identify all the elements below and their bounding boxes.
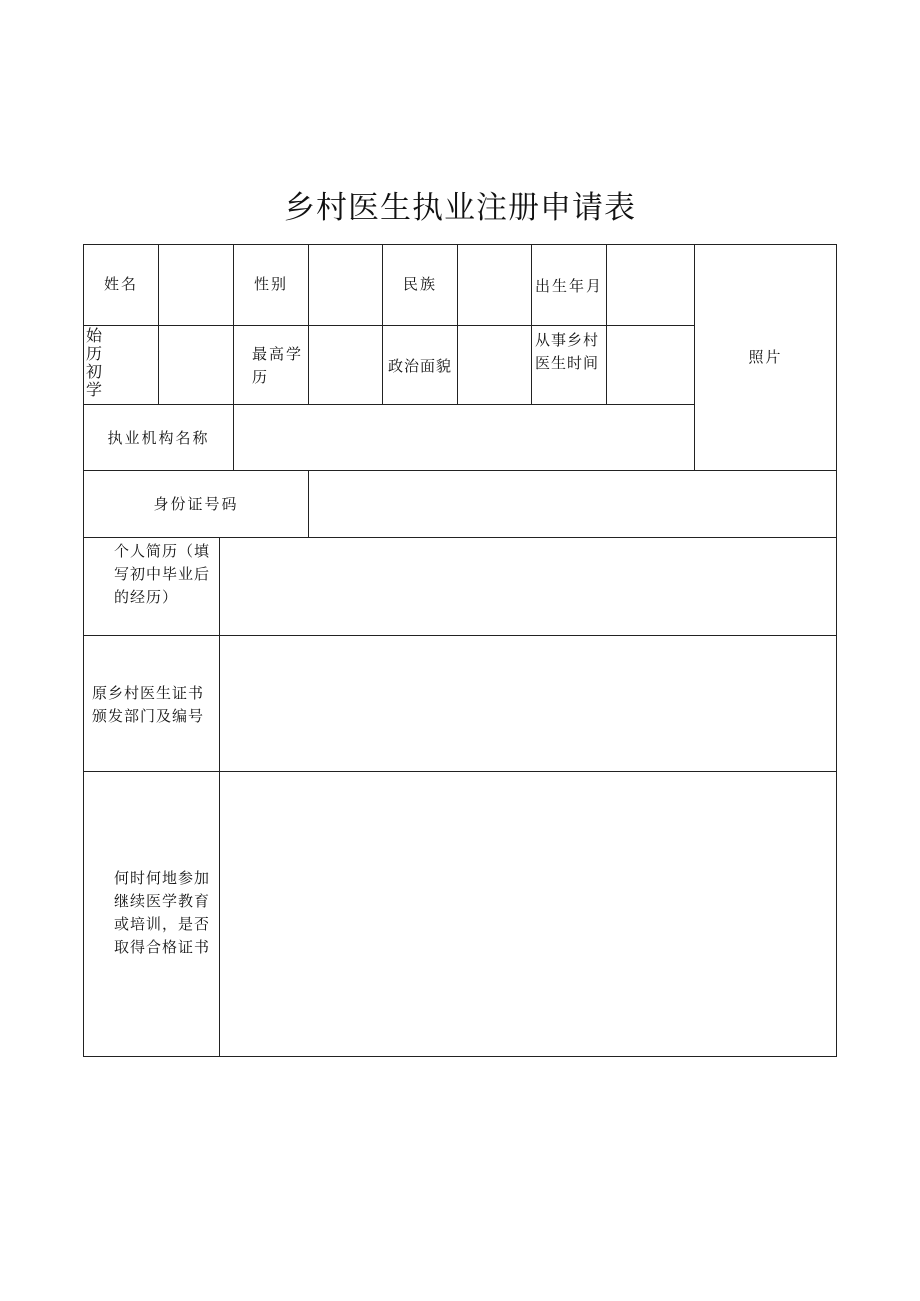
training-value-cell[interactable] [220, 772, 836, 1056]
certificate-label: 原乡村医生证书 颁发部门及编号 [92, 684, 205, 725]
resume-label: 个人简历（填 写初中毕业后 的经历） [114, 542, 211, 606]
birth-date-value-cell[interactable] [607, 245, 694, 325]
form-title: 乡村医生执业注册申请表 [284, 190, 636, 226]
gender-value-cell[interactable] [309, 245, 382, 325]
photo-cell[interactable] [695, 245, 836, 470]
institution-name-value-cell[interactable] [234, 405, 694, 470]
highest-education-label: 最高学 历 [252, 345, 304, 386]
practice-years-value-cell[interactable] [607, 326, 694, 404]
political-status-label: 政治面貌 [387, 357, 452, 375]
certificate-value-cell[interactable] [220, 636, 836, 771]
initial-education-label: 始 历 初 学 [86, 326, 103, 399]
photo-label: 照片 [748, 348, 783, 366]
initial-education-value-cell[interactable] [159, 326, 233, 404]
id-number-value-cell[interactable] [309, 471, 836, 537]
resume-value-cell[interactable] [220, 538, 836, 635]
id-number-label: 身份证号码 [153, 495, 239, 513]
practice-years-label: 从事乡村 医生时间 [535, 331, 600, 372]
ethnicity-value-cell[interactable] [458, 245, 531, 325]
name-label: 姓名 [103, 275, 138, 293]
gender-label: 性别 [253, 275, 288, 293]
name-value-cell[interactable] [159, 245, 233, 325]
birth-date-label: 出生年月 [534, 277, 603, 295]
highest-education-value-cell[interactable] [309, 326, 382, 404]
institution-name-label: 执业机构名称 [107, 429, 210, 447]
ethnicity-label: 民族 [402, 275, 437, 293]
political-status-value-cell[interactable] [458, 326, 531, 404]
training-label: 何时何地参加 继续医学教育 或培训，是否 取得合格证书 [114, 869, 211, 956]
